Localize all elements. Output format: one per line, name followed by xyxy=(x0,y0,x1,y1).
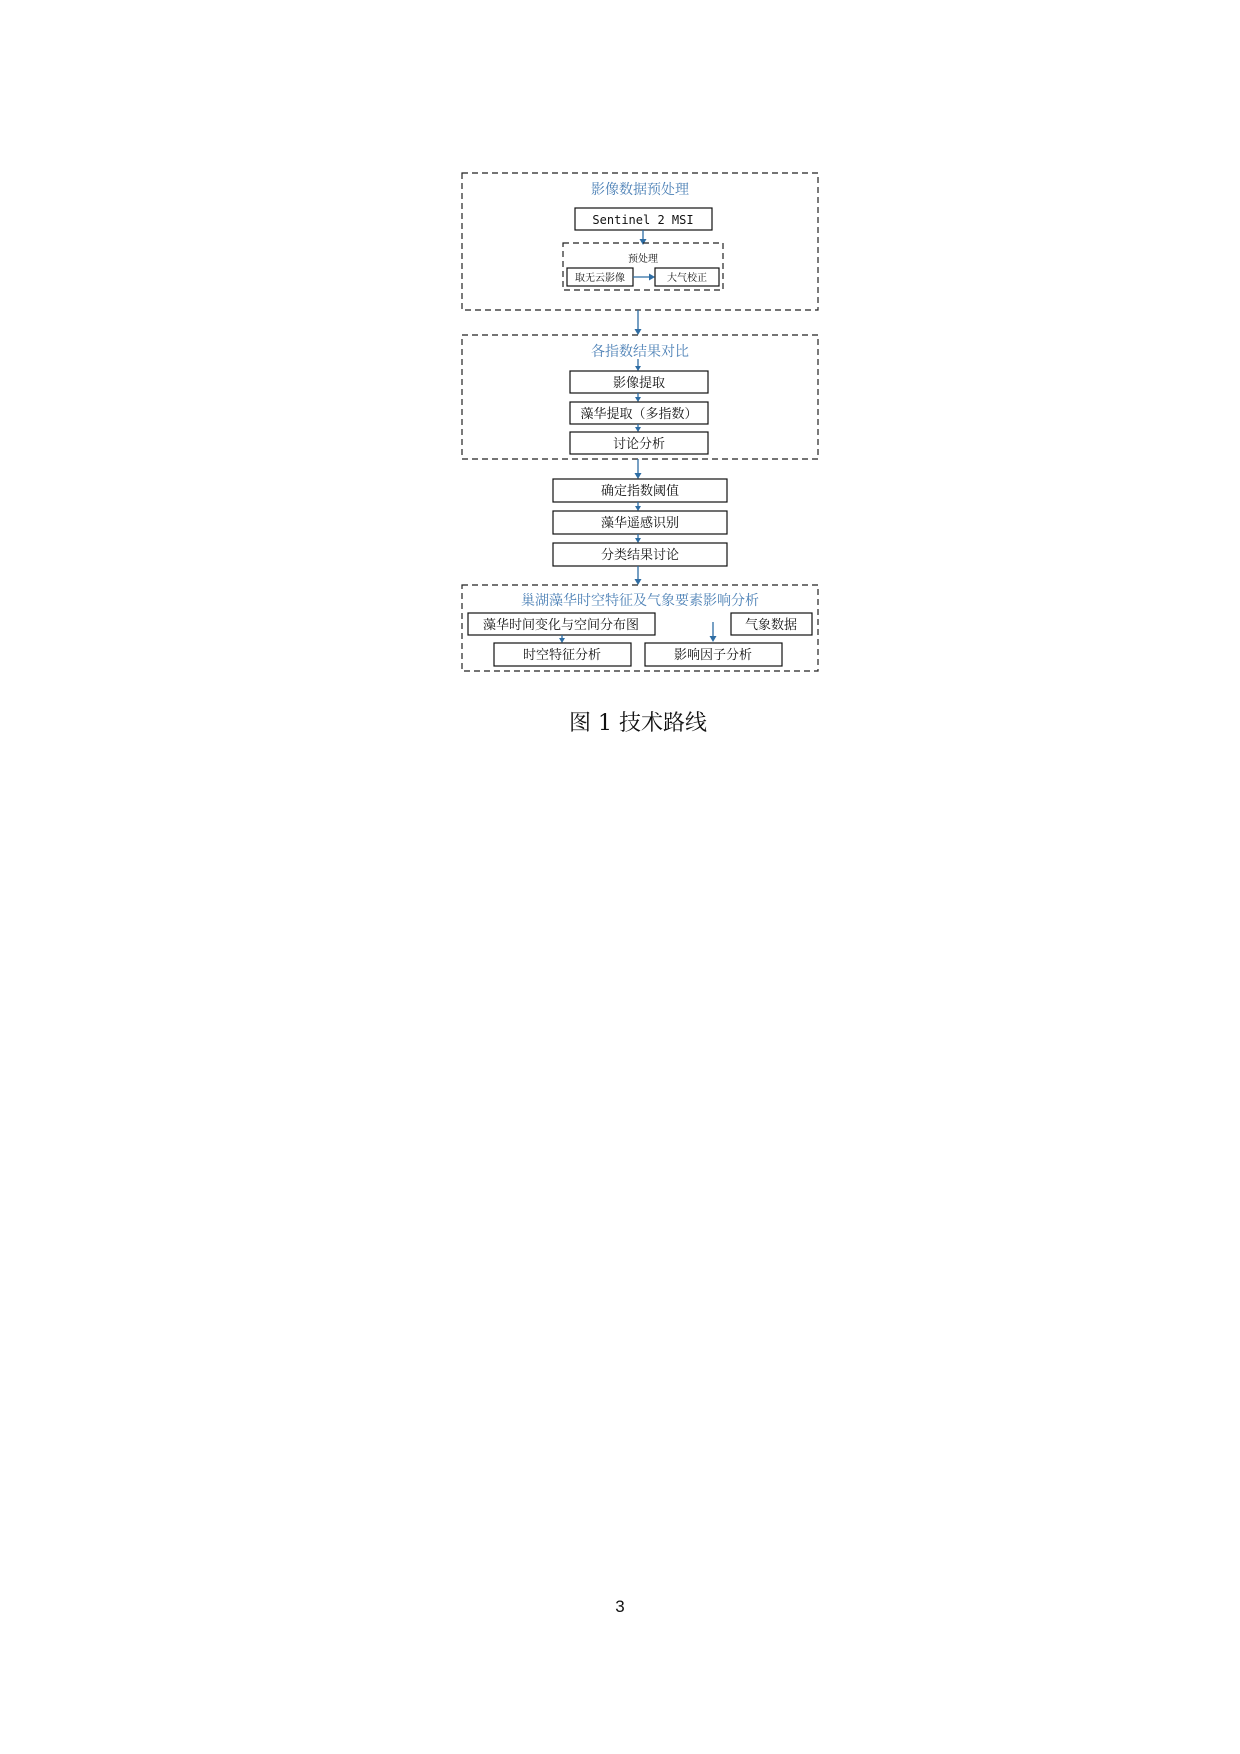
figure-caption: 图 1 技术路线 xyxy=(569,711,707,736)
preprocess-subgroup-title: 预处理 xyxy=(628,254,658,265)
meteorological-data-label: 气象数据 xyxy=(744,618,798,633)
remote-sensing-identification-label: 藻华遥感识别 xyxy=(600,516,680,531)
classification-discussion-label: 分类结果讨论 xyxy=(600,548,680,563)
spatiotemporal-analysis-label: 时空特征分析 xyxy=(522,648,602,663)
arrowhead xyxy=(635,506,641,511)
impact-factor-analysis-label: 影响因子分析 xyxy=(673,648,753,663)
cloud-free-image-label: 取无云影像 xyxy=(575,273,625,284)
arrowhead xyxy=(635,329,642,335)
arrowhead xyxy=(635,538,641,543)
arrowhead xyxy=(635,397,641,402)
arrowhead xyxy=(640,239,647,245)
index-comparison-group-title: 各指数结果对比 xyxy=(591,344,689,360)
arrowhead xyxy=(649,274,655,281)
arrowhead xyxy=(635,427,641,432)
arrowhead xyxy=(559,638,565,643)
arrowhead xyxy=(635,579,642,585)
preprocessing-group-title: 影像数据预处理 xyxy=(591,182,689,198)
arrowhead xyxy=(635,366,641,371)
page-number: 3 xyxy=(615,1597,625,1616)
discussion-analysis-label: 讨论分析 xyxy=(612,437,666,452)
bloom-extraction-label: 藻华提取（多指数） xyxy=(580,407,698,422)
atmospheric-correction-label: 大气校正 xyxy=(667,273,707,284)
spatiotemporal-group-title: 巢湖藻华时空特征及气象要素影响分析 xyxy=(521,593,759,609)
arrowhead xyxy=(710,636,717,642)
threshold-label: 确定指数阈值 xyxy=(600,484,680,499)
image-extraction-label: 影像提取 xyxy=(612,376,666,391)
sentinel-box-label: Sentinel 2 MSI xyxy=(592,213,694,227)
temporal-spatial-map-label: 藻华时间变化与空间分布图 xyxy=(482,618,640,633)
arrowhead xyxy=(635,473,642,479)
